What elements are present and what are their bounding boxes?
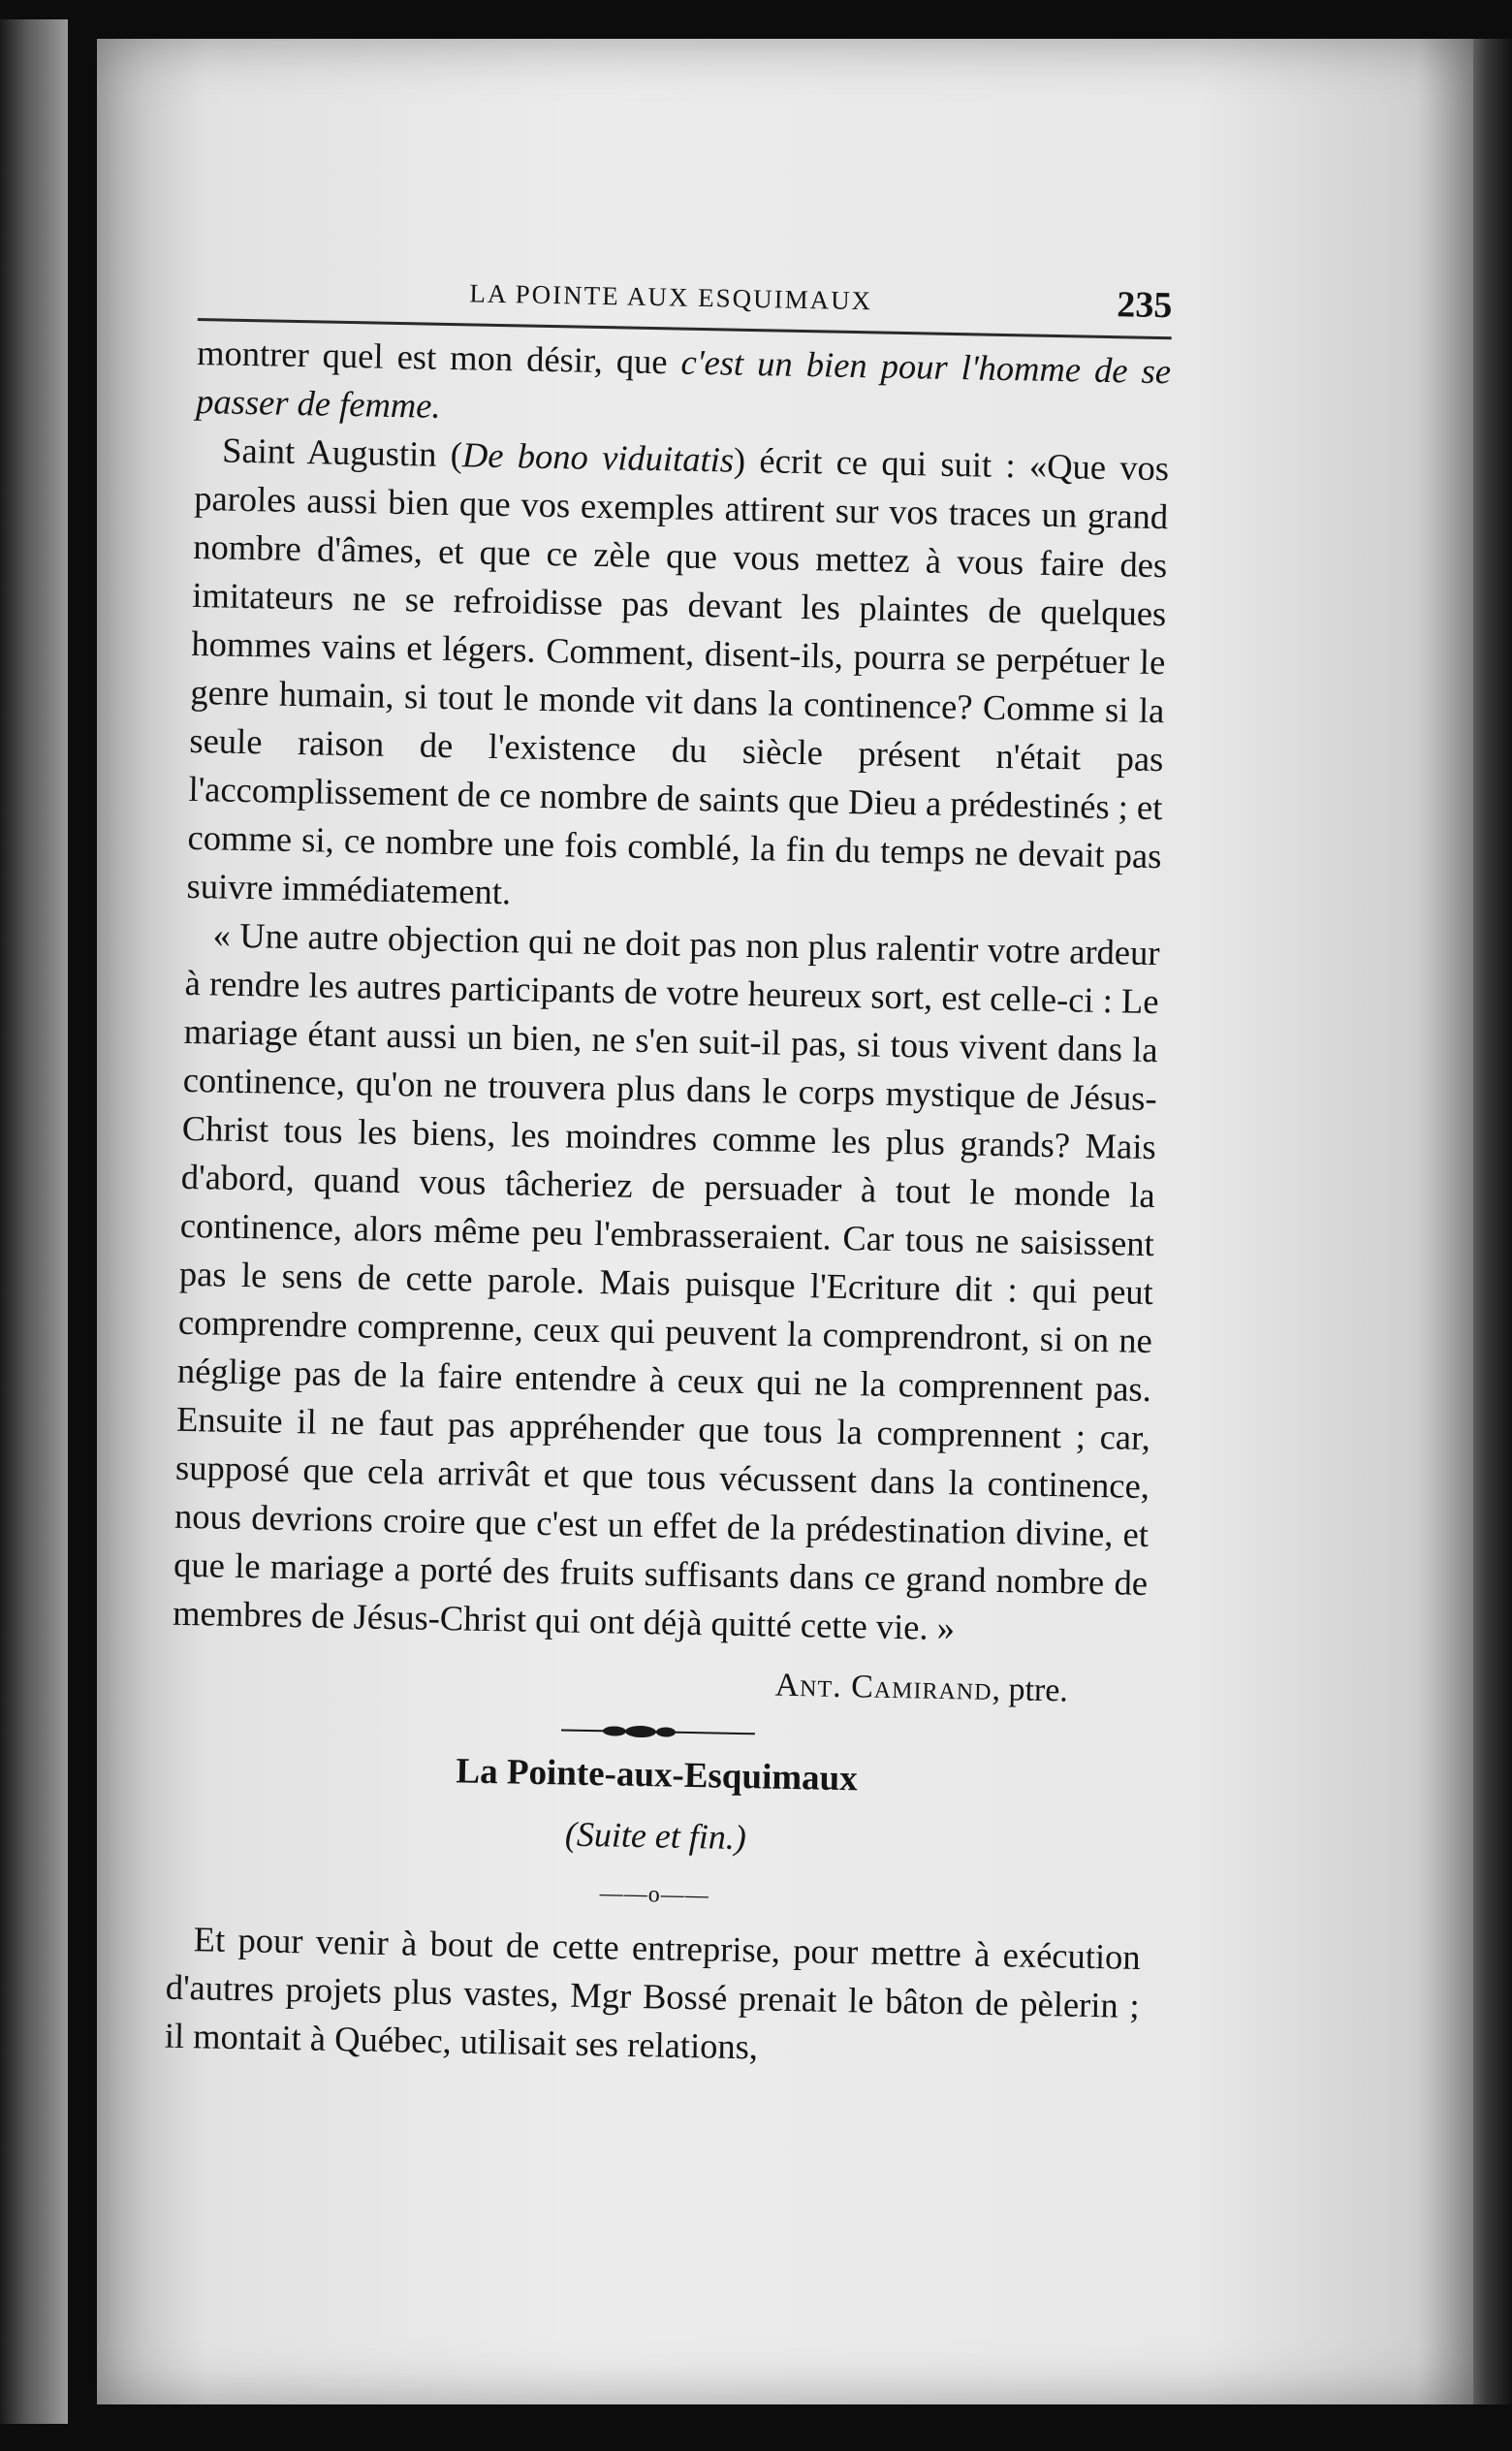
page-content bbox=[164, 262, 1172, 2079]
paragraph-2-text-a: Saint Augustin ( bbox=[221, 430, 463, 475]
running-head: LA POINTE AUX ESQUIMAUX bbox=[469, 278, 873, 316]
ornament-rule bbox=[560, 1722, 754, 1741]
author-name: Ant. Camirand bbox=[774, 1667, 992, 1707]
paragraph-1-italic: c'est un bien pour l'homme de se passer de femme. bbox=[195, 341, 1172, 426]
paragraph-2-italic: De bono viduitatis bbox=[461, 434, 735, 480]
article-body bbox=[173, 329, 1172, 1656]
paragraph-1 bbox=[196, 329, 1172, 444]
paragraph-1-text: montrer quel est mon désir, que bbox=[196, 332, 682, 382]
paragraph-2 bbox=[186, 426, 1169, 929]
ornament-icon bbox=[560, 1722, 754, 1741]
section-title: La Pointe-aux-Esquimaux bbox=[456, 1751, 859, 1799]
page-number: 235 bbox=[1116, 284, 1173, 327]
section-body bbox=[164, 1915, 1141, 2079]
author-suffix: , ptre. bbox=[992, 1671, 1069, 1709]
book-gutter-left bbox=[0, 19, 68, 2424]
section-subtitle: (Suite et fin.) bbox=[564, 1814, 747, 1858]
paragraph-3: « Une autre objection qui ne doit pas non plus ralentir votre ardeur à rendre les autres participants de votre heureux sort, est celle-ci : Le mariage étant aussi un bien, ne s'en suit-il pas, si tous vivent dans la continence, qu'on ne trouvera plus dans le corps mystique de Jésus-Christ tous les biens, les moindres comme les plus grands? Mais d'abord, quand vous tâcheriez de persuader à tout le monde la continence, alors même peu l'embrasseraient. Car tous ne saisissent pas le sens de cette parole. Mais puisque l'Ecriture dit : qui peut comprendre comprenne, ceux qui peuvent la comprendront, si on ne néglige pas de la faire entendre à ceux qui ne la comprennent pas. Ensuite il ne faut pas appréhender que tous la comprennent ; car, supposé que cela arrivât et que tous vécussent dans la continence, nous devrions croire que c'est un effet de la prédestination divine, et que le mariage a porté des fruits suffisants dans ce grand nombre de membres de Jésus-Christ qui ont déjà quitté cette vie. » bbox=[172, 914, 1160, 1648]
section-paragraph-1: Et pour venir à bout de cette entreprise, pour mettre à exécution d'autres projets plus vastes, Mgr Bossé prenait le bâton de pèlerin ; il montait à Québec, utilisait ses relations, bbox=[164, 1919, 1142, 2067]
author-signature bbox=[171, 1647, 1146, 1720]
section-divider: ——o—— bbox=[599, 1881, 709, 1909]
paragraph-2-text-b: ) écrit ce qui suit : «Que vos paroles aussi bien que vos exemples attirent sur vos traces un grand nombre d'âmes, et que ce zèle que vous mettez à vous faire des imitateurs ne se refroidisse pas devant les plaintes de quelques hommes vains et légers. Comment, disent-ils, pourra se perpétuer le genre humain, si tout le monde vit dans la continence? Comme si la seule raison de l'existence du siècle présent n'était pas l'accomplissement de ce nombre de saints que Dieu a prédestinés ; et comme si, ce nombre une fois comblé, la fin du temps ne devait pas suivre immédiatement. bbox=[186, 439, 1170, 912]
